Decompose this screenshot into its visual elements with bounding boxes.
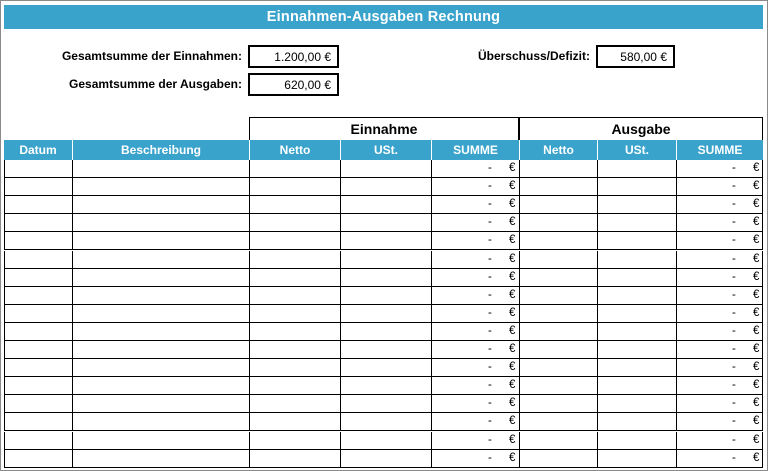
cell-description[interactable] — [72, 269, 249, 286]
cell-expense-net[interactable] — [519, 395, 597, 412]
empty-value-dash: - — [732, 180, 736, 193]
cell-income-sum[interactable] — [431, 359, 519, 376]
empty-value-dash: - — [732, 324, 736, 337]
cell-date[interactable] — [4, 232, 72, 249]
empty-value-dash: - — [488, 252, 492, 265]
cell-income-sum[interactable] — [431, 178, 519, 195]
table-row — [4, 359, 763, 377]
empty-value-dash: - — [732, 451, 736, 464]
empty-value-dash: - — [732, 288, 736, 301]
col-header-description[interactable]: Beschreibung — [72, 140, 249, 160]
cell-expense-vat[interactable] — [597, 305, 676, 322]
cell-income-sum[interactable] — [431, 341, 519, 358]
cell-expense-sum[interactable] — [676, 160, 763, 177]
cell-income-vat[interactable] — [340, 413, 431, 430]
cell-description[interactable] — [72, 432, 249, 449]
cell-income-vat[interactable] — [340, 269, 431, 286]
cell-expense-vat[interactable] — [597, 178, 676, 195]
table-row — [4, 341, 763, 359]
euro-symbol: € — [753, 343, 760, 355]
cell-expense-net[interactable] — [519, 196, 597, 213]
col-header-expense-vat[interactable]: USt. — [597, 140, 676, 160]
column-header-row — [4, 140, 763, 160]
cell-description[interactable] — [72, 323, 249, 340]
cell-description[interactable] — [72, 232, 249, 249]
cell-expense-sum[interactable] — [676, 450, 763, 467]
empty-value-dash: - — [488, 343, 492, 355]
cell-description[interactable] — [72, 450, 249, 467]
income-group-header: Einnahme — [249, 117, 519, 140]
cell-date[interactable] — [4, 323, 72, 340]
euro-symbol: € — [509, 324, 516, 337]
euro-symbol: € — [753, 234, 760, 247]
euro-symbol: € — [753, 397, 760, 410]
cell-income-sum[interactable] — [431, 305, 519, 322]
cell-expense-sum[interactable] — [676, 196, 763, 213]
empty-value-dash: - — [488, 162, 492, 174]
cell-description[interactable] — [72, 359, 249, 376]
euro-symbol: € — [509, 397, 516, 410]
euro-symbol: € — [509, 361, 516, 374]
cell-expense-sum[interactable] — [676, 269, 763, 286]
cell-description[interactable] — [72, 214, 249, 231]
cell-expense-vat[interactable] — [597, 232, 676, 249]
table-row — [4, 395, 763, 413]
cell-date[interactable] — [4, 359, 72, 376]
cell-income-vat[interactable] — [340, 377, 431, 394]
table-row — [4, 178, 763, 196]
euro-symbol: € — [509, 270, 516, 283]
cell-income-vat[interactable] — [340, 395, 431, 412]
income-total-field[interactable]: 1.200,00 € — [248, 45, 339, 68]
cell-expense-sum[interactable] — [676, 432, 763, 449]
cell-expense-sum[interactable] — [676, 251, 763, 268]
cell-income-sum[interactable] — [431, 287, 519, 304]
cell-income-net[interactable] — [249, 413, 340, 430]
euro-symbol: € — [753, 361, 760, 374]
empty-value-dash: - — [732, 397, 736, 410]
cell-income-sum[interactable] — [431, 450, 519, 467]
cell-income-vat[interactable] — [340, 359, 431, 376]
table-row — [4, 287, 763, 305]
cell-description[interactable] — [72, 287, 249, 304]
euro-symbol: € — [753, 198, 760, 211]
cell-expense-vat[interactable] — [597, 413, 676, 430]
cell-expense-sum[interactable] — [676, 287, 763, 304]
cell-income-vat[interactable] — [340, 432, 431, 449]
cell-date[interactable] — [4, 269, 72, 286]
cell-expense-net[interactable] — [519, 413, 597, 430]
cell-income-net[interactable] — [249, 196, 340, 213]
empty-value-dash: - — [732, 415, 736, 428]
cell-expense-net[interactable] — [519, 377, 597, 394]
cell-income-net[interactable] — [249, 269, 340, 286]
cell-income-sum[interactable] — [431, 196, 519, 213]
table-row — [4, 232, 763, 250]
cell-expense-net[interactable] — [519, 178, 597, 195]
empty-value-dash: - — [732, 234, 736, 247]
table-row — [4, 450, 763, 468]
empty-value-dash: - — [488, 180, 492, 193]
empty-value-dash: - — [732, 379, 736, 392]
cell-date[interactable] — [4, 214, 72, 231]
empty-value-dash: - — [488, 324, 492, 337]
euro-symbol: € — [753, 162, 760, 174]
cell-income-net[interactable] — [249, 178, 340, 195]
cell-income-sum[interactable] — [431, 377, 519, 394]
income-total-label: Gesamtsumme der Einnahmen: — [61, 49, 242, 63]
empty-value-dash: - — [732, 306, 736, 319]
cell-income-sum[interactable] — [431, 413, 519, 430]
table-row — [4, 432, 763, 450]
cell-expense-sum[interactable] — [676, 377, 763, 394]
cell-description[interactable] — [72, 160, 249, 177]
empty-value-dash: - — [732, 433, 736, 446]
cell-date[interactable] — [4, 432, 72, 449]
empty-value-dash: - — [732, 162, 736, 174]
cell-income-net[interactable] — [249, 232, 340, 249]
cell-income-net[interactable] — [249, 450, 340, 467]
cell-expense-net[interactable] — [519, 323, 597, 340]
empty-value-dash: - — [732, 252, 736, 265]
cell-income-net[interactable] — [249, 432, 340, 449]
cell-expense-vat[interactable] — [597, 395, 676, 412]
empty-value-dash: - — [488, 415, 492, 428]
cell-expense-sum[interactable] — [676, 359, 763, 376]
cell-income-vat[interactable] — [340, 341, 431, 358]
cell-date[interactable] — [4, 305, 72, 322]
euro-symbol: € — [509, 451, 516, 464]
empty-value-dash: - — [732, 270, 736, 283]
cell-date[interactable] — [4, 160, 72, 177]
table-row — [4, 160, 763, 178]
cell-expense-vat[interactable] — [597, 323, 676, 340]
cell-expense-vat[interactable] — [597, 214, 676, 231]
cell-income-net[interactable] — [249, 323, 340, 340]
euro-symbol: € — [753, 288, 760, 301]
cell-income-sum[interactable] — [431, 251, 519, 268]
expense-total-field[interactable]: 620,00 € — [248, 73, 339, 96]
cell-expense-net[interactable] — [519, 341, 597, 358]
cell-expense-vat[interactable] — [597, 196, 676, 213]
cell-expense-vat[interactable] — [597, 341, 676, 358]
euro-symbol: € — [509, 216, 516, 229]
cell-expense-net[interactable] — [519, 251, 597, 268]
col-header-expense-net[interactable]: Netto — [519, 140, 597, 160]
table-row — [4, 196, 763, 214]
sheet-title: Einnahmen-Ausgaben Rechnung — [4, 5, 763, 29]
col-header-income-net[interactable]: Netto — [249, 140, 340, 160]
euro-symbol: € — [509, 415, 516, 428]
cell-expense-sum[interactable] — [676, 305, 763, 322]
cell-description[interactable] — [72, 341, 249, 358]
cell-date[interactable] — [4, 287, 72, 304]
cell-expense-sum[interactable] — [676, 395, 763, 412]
euro-symbol: € — [509, 180, 516, 193]
euro-symbol: € — [509, 306, 516, 319]
cell-expense-vat[interactable] — [597, 251, 676, 268]
table-row — [4, 377, 763, 395]
balance-field[interactable]: 580,00 € — [596, 45, 675, 68]
cell-income-net[interactable] — [249, 395, 340, 412]
cell-expense-net[interactable] — [519, 432, 597, 449]
euro-symbol: € — [753, 180, 760, 193]
cell-income-net[interactable] — [249, 251, 340, 268]
cell-income-vat[interactable] — [340, 323, 431, 340]
cell-expense-net[interactable] — [519, 232, 597, 249]
cell-income-net[interactable] — [249, 341, 340, 358]
cell-income-vat[interactable] — [340, 196, 431, 213]
cell-description[interactable] — [72, 305, 249, 322]
cell-expense-sum[interactable] — [676, 214, 763, 231]
cell-income-vat[interactable] — [340, 450, 431, 467]
cell-expense-vat[interactable] — [597, 269, 676, 286]
cell-income-vat[interactable] — [340, 214, 431, 231]
col-header-income-sum[interactable]: SUMME — [431, 140, 519, 160]
euro-symbol: € — [509, 252, 516, 265]
cell-description[interactable] — [72, 178, 249, 195]
cell-expense-sum[interactable] — [676, 413, 763, 430]
cell-expense-sum[interactable] — [676, 232, 763, 249]
cell-income-net[interactable] — [249, 377, 340, 394]
euro-symbol: € — [753, 415, 760, 428]
cell-income-vat[interactable] — [340, 160, 431, 177]
cell-income-net[interactable] — [249, 305, 340, 322]
cell-expense-vat[interactable] — [597, 287, 676, 304]
expense-group-header: Ausgabe — [519, 117, 763, 140]
cell-expense-net[interactable] — [519, 269, 597, 286]
cell-expense-sum[interactable] — [676, 178, 763, 195]
cell-expense-vat[interactable] — [597, 359, 676, 376]
cell-expense-net[interactable] — [519, 287, 597, 304]
cell-expense-net[interactable] — [519, 305, 597, 322]
cell-income-vat[interactable] — [340, 251, 431, 268]
table-row — [4, 269, 763, 287]
euro-symbol: € — [509, 198, 516, 211]
euro-symbol: € — [753, 270, 760, 283]
cell-description[interactable] — [72, 251, 249, 268]
col-header-expense-sum[interactable]: SUMME — [676, 140, 763, 160]
cell-expense-net[interactable] — [519, 359, 597, 376]
cell-income-sum[interactable] — [431, 160, 519, 177]
cell-expense-vat[interactable] — [597, 432, 676, 449]
cell-date[interactable] — [4, 450, 72, 467]
cell-date[interactable] — [4, 377, 72, 394]
euro-symbol: € — [509, 433, 516, 446]
euro-symbol: € — [509, 234, 516, 247]
cell-date[interactable] — [4, 196, 72, 213]
table-row — [4, 413, 763, 431]
cell-date[interactable] — [4, 395, 72, 412]
cell-income-net[interactable] — [249, 214, 340, 231]
cell-description[interactable] — [72, 395, 249, 412]
cell-expense-sum[interactable] — [676, 323, 763, 340]
euro-symbol: € — [753, 451, 760, 464]
cell-income-net[interactable] — [249, 359, 340, 376]
col-header-date[interactable]: Datum — [19, 143, 57, 157]
cell-income-sum[interactable] — [431, 432, 519, 449]
empty-value-dash: - — [488, 397, 492, 410]
table-row — [4, 305, 763, 323]
empty-value-dash: - — [488, 270, 492, 283]
empty-value-dash: - — [488, 433, 492, 446]
empty-value-dash: - — [488, 306, 492, 319]
empty-value-dash: - — [488, 451, 492, 464]
euro-symbol: € — [753, 324, 760, 337]
cell-date[interactable] — [4, 178, 72, 195]
euro-symbol: € — [509, 379, 516, 392]
cell-date[interactable] — [4, 413, 72, 430]
euro-symbol: € — [753, 433, 760, 446]
empty-value-dash: - — [488, 288, 492, 301]
cell-income-sum[interactable] — [431, 395, 519, 412]
cell-expense-vat[interactable] — [597, 377, 676, 394]
cell-expense-net[interactable] — [519, 450, 597, 467]
cell-income-sum[interactable] — [431, 232, 519, 249]
cell-income-vat[interactable] — [340, 287, 431, 304]
cell-expense-vat[interactable] — [597, 450, 676, 467]
cell-income-net[interactable] — [249, 160, 340, 177]
col-header-income-vat[interactable]: USt. — [340, 140, 431, 160]
table-row — [4, 323, 763, 341]
euro-symbol: € — [753, 379, 760, 392]
cell-income-vat[interactable] — [340, 232, 431, 249]
cell-description[interactable] — [72, 413, 249, 430]
cell-description[interactable] — [72, 196, 249, 213]
table-row — [4, 214, 763, 232]
cell-date[interactable] — [4, 341, 72, 358]
euro-symbol: € — [753, 216, 760, 229]
euro-symbol: € — [509, 162, 516, 174]
cell-income-vat[interactable] — [340, 178, 431, 195]
empty-value-dash: - — [488, 234, 492, 247]
empty-value-dash: - — [488, 216, 492, 229]
balance-label: Überschuss/Defizit: — [477, 49, 590, 63]
euro-symbol: € — [753, 252, 760, 265]
cell-expense-net[interactable] — [519, 160, 597, 177]
cell-expense-vat[interactable] — [597, 160, 676, 177]
cell-description[interactable] — [72, 377, 249, 394]
cell-income-vat[interactable] — [340, 305, 431, 322]
cell-income-sum[interactable] — [431, 323, 519, 340]
euro-symbol: € — [753, 306, 760, 319]
cell-expense-net[interactable] — [519, 214, 597, 231]
expense-total-label: Gesamtsumme der Ausgaben: — [69, 77, 242, 91]
empty-value-dash: - — [488, 361, 492, 374]
cell-income-net[interactable] — [249, 287, 340, 304]
cell-date[interactable] — [4, 251, 72, 268]
empty-value-dash: - — [732, 361, 736, 374]
cell-income-sum[interactable] — [431, 214, 519, 231]
empty-value-dash: - — [732, 198, 736, 211]
euro-symbol: € — [509, 343, 516, 355]
cell-income-sum[interactable] — [431, 269, 519, 286]
empty-value-dash: - — [488, 379, 492, 392]
empty-value-dash: - — [732, 216, 736, 229]
euro-symbol: € — [509, 288, 516, 301]
table-row — [4, 251, 763, 269]
empty-value-dash: - — [488, 198, 492, 211]
cell-expense-sum[interactable] — [676, 341, 763, 358]
empty-value-dash: - — [732, 343, 736, 355]
